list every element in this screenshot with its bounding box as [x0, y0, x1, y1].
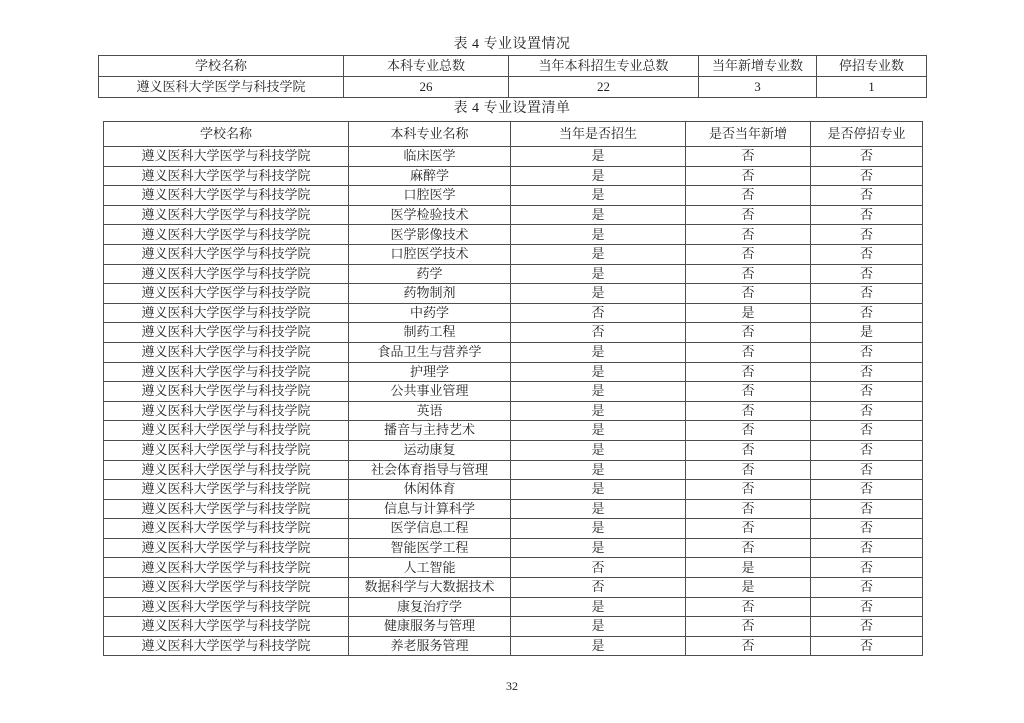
table-row	[104, 362, 923, 382]
table-row	[104, 244, 923, 264]
table-row	[104, 440, 923, 460]
detail-table	[103, 121, 923, 656]
table-row	[104, 147, 923, 167]
table-cell: 是	[511, 460, 686, 480]
table-cell: 遵义医科大学医学与科技学院	[104, 460, 349, 480]
table-row	[104, 460, 923, 480]
table-cell: 遵义医科大学医学与科技学院	[99, 77, 344, 98]
table-cell: 否	[686, 147, 811, 167]
table-cell: 遵义医科大学医学与科技学院	[104, 303, 349, 323]
table-cell: 食品卫生与营养学	[349, 342, 511, 362]
table-cell: 医学信息工程	[349, 519, 511, 539]
table-cell: 否	[811, 186, 923, 206]
table-cell: 否	[511, 303, 686, 323]
column-header: 本科专业总数	[344, 56, 509, 77]
table-cell: 否	[686, 362, 811, 382]
table-cell: 中药学	[349, 303, 511, 323]
table-cell: 是	[511, 499, 686, 519]
table-cell: 否	[811, 382, 923, 402]
table-cell: 否	[686, 480, 811, 500]
table-row	[104, 480, 923, 500]
table-cell: 否	[811, 342, 923, 362]
table-cell: 是	[511, 362, 686, 382]
table-cell: 否	[686, 636, 811, 656]
table-cell: 遵义医科大学医学与科技学院	[104, 538, 349, 558]
table-row	[104, 284, 923, 304]
table-row	[104, 499, 923, 519]
table-cell: 是	[686, 578, 811, 598]
table-cell: 数据科学与大数据技术	[349, 578, 511, 598]
table-cell: 智能医学工程	[349, 538, 511, 558]
table-cell: 否	[686, 382, 811, 402]
table-cell: 休闲体育	[349, 480, 511, 500]
table-cell: 遵义医科大学医学与科技学院	[104, 617, 349, 637]
table-cell: 是	[511, 597, 686, 617]
summary-table-body	[99, 77, 927, 98]
table-cell: 播音与主持艺术	[349, 421, 511, 441]
table-row	[104, 225, 923, 245]
table-cell: 是	[511, 205, 686, 225]
table-row	[104, 303, 923, 323]
detail-table-title: 表 4 专业设置清单	[453, 101, 571, 116]
table-cell: 否	[811, 617, 923, 637]
table-cell: 药物制剂	[349, 284, 511, 304]
table-cell: 护理学	[349, 362, 511, 382]
table-cell: 遵义医科大学医学与科技学院	[104, 440, 349, 460]
table-cell: 是	[511, 264, 686, 284]
table-row	[104, 538, 923, 558]
table-cell: 否	[511, 578, 686, 598]
page-number: 32	[506, 679, 518, 693]
column-header: 本科专业名称	[349, 122, 511, 147]
table-cell: 否	[811, 636, 923, 656]
table-cell: 是	[511, 166, 686, 186]
table-cell: 是	[511, 147, 686, 167]
table-cell: 遵义医科大学医学与科技学院	[104, 186, 349, 206]
table-cell: 否	[686, 617, 811, 637]
table-cell: 药学	[349, 264, 511, 284]
table-cell: 遵义医科大学医学与科技学院	[104, 362, 349, 382]
table-row	[104, 519, 923, 539]
detail-table-header-row	[104, 122, 923, 147]
table-cell: 遵义医科大学医学与科技学院	[104, 499, 349, 519]
table-row	[104, 636, 923, 656]
table-row	[104, 401, 923, 421]
table-cell: 否	[511, 323, 686, 343]
table-cell: 遵义医科大学医学与科技学院	[104, 578, 349, 598]
table-cell: 遵义医科大学医学与科技学院	[104, 323, 349, 343]
table-cell: 康复治疗学	[349, 597, 511, 617]
table-cell: 遵义医科大学医学与科技学院	[104, 597, 349, 617]
table-cell: 否	[686, 421, 811, 441]
table-cell: 否	[686, 166, 811, 186]
table-cell: 1	[817, 77, 927, 98]
table-cell: 遵义医科大学医学与科技学院	[104, 147, 349, 167]
table-row	[104, 382, 923, 402]
table-cell: 否	[811, 421, 923, 441]
table-row	[104, 342, 923, 362]
table-row	[104, 323, 923, 343]
table-cell: 口腔医学	[349, 186, 511, 206]
table-row	[99, 77, 927, 98]
column-header: 当年本科招生专业总数	[509, 56, 699, 77]
column-header: 学校名称	[99, 56, 344, 77]
column-header: 当年是否招生	[511, 122, 686, 147]
table-cell: 否	[686, 460, 811, 480]
table-cell: 否	[811, 401, 923, 421]
summary-table-header-row	[99, 56, 927, 77]
table-cell: 否	[686, 342, 811, 362]
table-cell: 是	[511, 225, 686, 245]
table-cell: 否	[686, 519, 811, 539]
table-cell: 是	[511, 480, 686, 500]
table-cell: 否	[811, 147, 923, 167]
table-cell: 养老服务管理	[349, 636, 511, 656]
table-cell: 是	[811, 323, 923, 343]
table-cell: 遵义医科大学医学与科技学院	[104, 244, 349, 264]
table-cell: 医学检验技术	[349, 205, 511, 225]
table-cell: 信息与计算科学	[349, 499, 511, 519]
table-cell: 否	[811, 284, 923, 304]
table-cell: 制药工程	[349, 323, 511, 343]
table-cell: 是	[511, 382, 686, 402]
table-cell: 遵义医科大学医学与科技学院	[104, 284, 349, 304]
table-cell: 是	[511, 342, 686, 362]
table-cell: 是	[511, 401, 686, 421]
table-cell: 是	[511, 636, 686, 656]
table-cell: 临床医学	[349, 147, 511, 167]
table-cell: 人工智能	[349, 558, 511, 578]
table-cell: 否	[686, 597, 811, 617]
column-header: 学校名称	[104, 122, 349, 147]
table-cell: 否	[811, 244, 923, 264]
table-cell: 否	[811, 225, 923, 245]
table-cell: 否	[686, 323, 811, 343]
table-cell: 否	[811, 166, 923, 186]
summary-table-title: 表 4 专业设置情况	[453, 37, 571, 52]
column-header: 停招专业数	[817, 56, 927, 77]
table-cell: 否	[811, 460, 923, 480]
table-cell: 否	[511, 558, 686, 578]
table-cell: 否	[811, 205, 923, 225]
table-cell: 社会体育指导与管理	[349, 460, 511, 480]
table-cell: 否	[811, 362, 923, 382]
table-row	[104, 578, 923, 598]
table-cell: 医学影像技术	[349, 225, 511, 245]
table-cell: 是	[511, 538, 686, 558]
table-cell: 遵义医科大学医学与科技学院	[104, 225, 349, 245]
table-cell: 否	[811, 519, 923, 539]
table-row	[104, 264, 923, 284]
table-cell: 遵义医科大学医学与科技学院	[104, 480, 349, 500]
summary-table	[98, 55, 927, 98]
column-header: 是否停招专业	[811, 122, 923, 147]
table-cell: 否	[686, 186, 811, 206]
table-cell: 遵义医科大学医学与科技学院	[104, 421, 349, 441]
table-cell: 是	[686, 303, 811, 323]
table-cell: 遵义医科大学医学与科技学院	[104, 205, 349, 225]
table-cell: 否	[686, 244, 811, 264]
table-cell: 否	[686, 225, 811, 245]
table-cell: 否	[686, 284, 811, 304]
table-cell: 英语	[349, 401, 511, 421]
detail-table-body	[104, 147, 923, 656]
table-row	[104, 166, 923, 186]
table-cell: 是	[511, 284, 686, 304]
table-cell: 否	[811, 538, 923, 558]
table-cell: 健康服务与管理	[349, 617, 511, 637]
table-cell: 否	[686, 401, 811, 421]
table-cell: 遵义医科大学医学与科技学院	[104, 264, 349, 284]
table-cell: 是	[511, 421, 686, 441]
table-cell: 否	[811, 440, 923, 460]
table-row	[104, 421, 923, 441]
table-cell: 是	[511, 617, 686, 637]
table-cell: 否	[686, 538, 811, 558]
table-row	[104, 597, 923, 617]
table-cell: 否	[811, 597, 923, 617]
table-cell: 遵义医科大学医学与科技学院	[104, 519, 349, 539]
table-cell: 遵义医科大学医学与科技学院	[104, 636, 349, 656]
table-cell: 否	[811, 264, 923, 284]
table-cell: 否	[811, 499, 923, 519]
table-cell: 否	[811, 480, 923, 500]
table-cell: 否	[686, 440, 811, 460]
table-cell: 3	[699, 77, 817, 98]
table-cell: 22	[509, 77, 699, 98]
table-cell: 否	[686, 205, 811, 225]
column-header: 当年新增专业数	[699, 56, 817, 77]
table-cell: 麻醉学	[349, 166, 511, 186]
table-cell: 运动康复	[349, 440, 511, 460]
table-row	[104, 205, 923, 225]
table-cell: 否	[811, 578, 923, 598]
table-row	[104, 186, 923, 206]
table-cell: 是	[511, 440, 686, 460]
table-cell: 遵义医科大学医学与科技学院	[104, 558, 349, 578]
table-cell: 否	[686, 264, 811, 284]
table-cell: 是	[686, 558, 811, 578]
table-cell: 26	[344, 77, 509, 98]
table-cell: 否	[811, 303, 923, 323]
table-cell: 遵义医科大学医学与科技学院	[104, 166, 349, 186]
table-cell: 是	[511, 519, 686, 539]
table-cell: 否	[686, 499, 811, 519]
table-row	[104, 617, 923, 637]
table-cell: 遵义医科大学医学与科技学院	[104, 342, 349, 362]
table-cell: 遵义医科大学医学与科技学院	[104, 401, 349, 421]
table-cell: 是	[511, 244, 686, 264]
column-header: 是否当年新增	[686, 122, 811, 147]
table-row	[104, 558, 923, 578]
table-cell: 否	[811, 558, 923, 578]
table-cell: 公共事业管理	[349, 382, 511, 402]
table-cell: 口腔医学技术	[349, 244, 511, 264]
table-cell: 是	[511, 186, 686, 206]
table-cell: 遵义医科大学医学与科技学院	[104, 382, 349, 402]
